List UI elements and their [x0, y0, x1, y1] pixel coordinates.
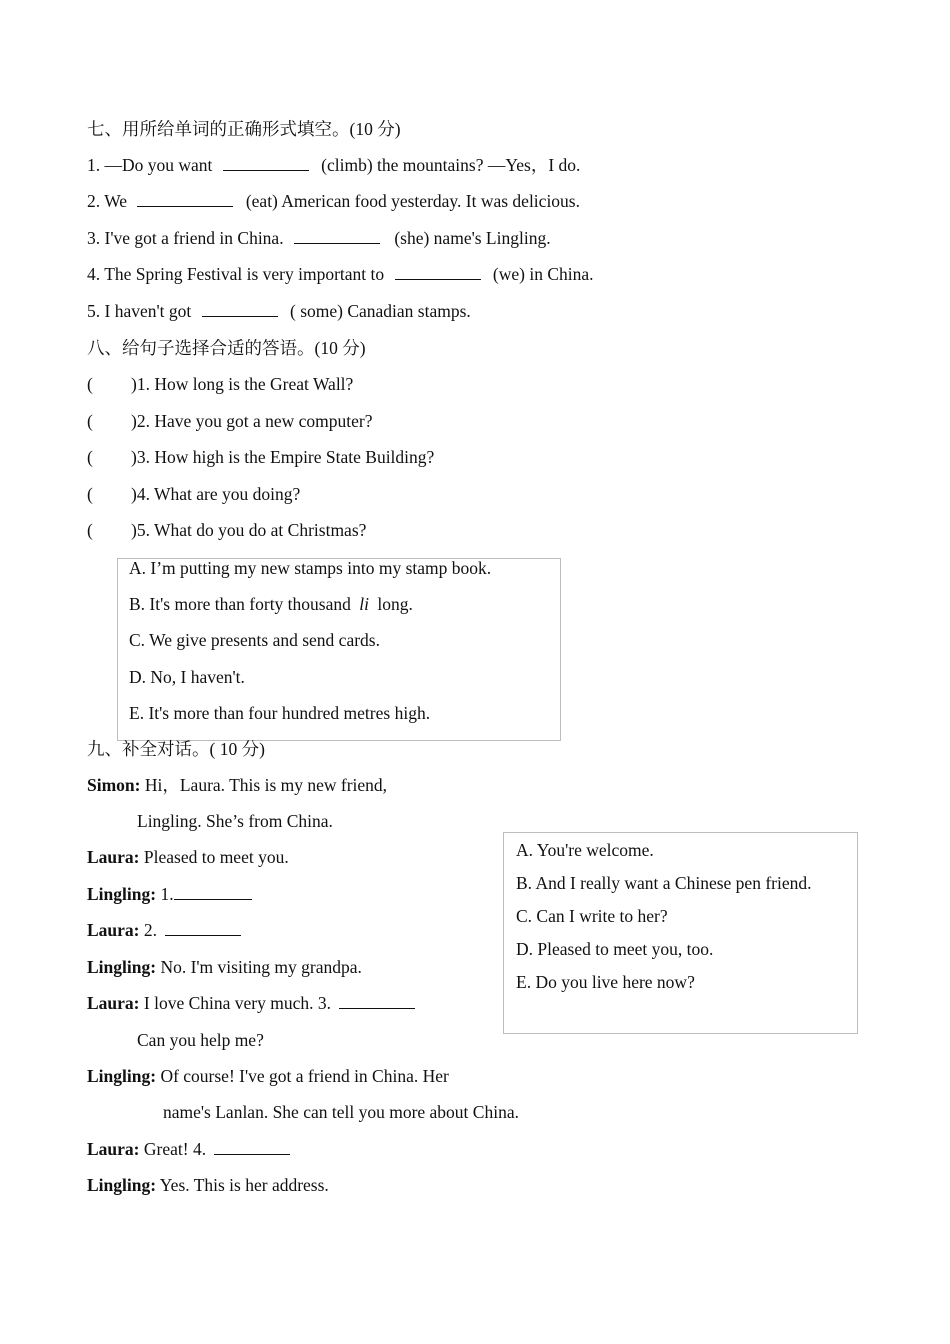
item-number: 2. — [87, 191, 101, 211]
answer-slot[interactable]: ( — [87, 447, 93, 467]
speaker-name: Laura: — [87, 1139, 140, 1159]
option-e: E. It's more than four hundred metres high. — [129, 703, 431, 723]
dialogue-text: Hi，Laura. This is my new friend, — [144, 775, 388, 795]
section-8-question-3 — [87, 446, 434, 468]
answer-blank[interactable] — [202, 301, 278, 317]
option-e: E. Do you live here now? — [516, 972, 695, 992]
dialogue-text: Yes. This is her address. — [159, 1175, 329, 1195]
option-d: D. No, I haven't. — [129, 667, 245, 687]
dialogue-text: Pleased to meet you. — [143, 847, 289, 867]
item-number: 4. — [87, 264, 101, 284]
dialogue-text: Great! 4. — [143, 1139, 207, 1159]
section-7-item-4 — [87, 263, 594, 285]
speaker-name: Lingling: — [87, 957, 157, 977]
dialogue-line-3 — [87, 883, 252, 905]
section-7-title: 七、用所给单词的正确形式填空。(10 分) — [87, 119, 401, 139]
question-text: )3. How high is the Empire State Building? — [131, 447, 435, 467]
option-b — [129, 593, 413, 615]
section-9-options-box — [503, 832, 858, 1034]
answer-slot[interactable]: ( — [87, 484, 93, 504]
option-b: B. And I really want a Chinese pen friend. — [516, 873, 812, 893]
dialogue-text: Of course! I've got a friend in China. Her — [160, 1066, 449, 1086]
item-hint: (eat) American food yesterday. It was delicious. — [245, 191, 580, 211]
answer-blank[interactable] — [294, 228, 380, 244]
section-7-item-5 — [87, 300, 471, 322]
section-7-item-3 — [87, 227, 551, 249]
option-b-end: long. — [377, 594, 413, 614]
answer-slot[interactable]: ( — [87, 374, 93, 394]
answer-blank[interactable] — [339, 993, 415, 1009]
item-prefix: We — [104, 191, 128, 211]
section-8-question-5 — [87, 519, 366, 541]
option-c: C. We give presents and send cards. — [129, 630, 380, 650]
answer-slot[interactable]: ( — [87, 520, 93, 540]
speaker-name: Lingling: — [87, 1175, 157, 1195]
item-hint: (she) name's Lingling. — [394, 228, 551, 248]
item-prefix: The Spring Festival is very important to — [104, 264, 385, 284]
section-8-options-box — [117, 558, 561, 741]
dialogue-text: No. I'm visiting my grandpa. — [160, 957, 362, 977]
dialogue-line-4 — [87, 919, 241, 941]
item-number: 1. — [87, 155, 101, 175]
answer-blank[interactable] — [214, 1139, 290, 1155]
item-prefix: I haven't got — [104, 301, 192, 321]
speaker-name: Laura: — [87, 847, 140, 867]
answer-slot[interactable]: ( — [87, 411, 93, 431]
section-7-item-2 — [87, 190, 580, 212]
speaker-name: Laura: — [87, 993, 140, 1013]
dialogue-line-6 — [87, 992, 415, 1014]
item-hint: (we) in China. — [492, 264, 594, 284]
question-text: )4. What are you doing? — [131, 484, 301, 504]
option-d: D. Pleased to meet you, too. — [516, 939, 714, 959]
dialogue-line-8 — [87, 1138, 290, 1160]
question-text: )5. What do you do at Christmas? — [131, 520, 367, 540]
dialogue-line-2 — [87, 846, 289, 868]
section-8-question-4 — [87, 483, 300, 505]
item-hint: (climb) the mountains? —Yes，I do. — [321, 155, 581, 175]
section-7-item-1 — [87, 154, 580, 176]
dialogue-line-1-continued: Lingling. She’s from China. — [137, 811, 333, 831]
section-9-title: 九、补全对话。( 10 分) — [87, 739, 265, 759]
speaker-name: Lingling: — [87, 1066, 157, 1086]
dialogue-line-7 — [87, 1065, 449, 1087]
dialogue-text: 2. — [143, 920, 157, 940]
option-a: A. You're welcome. — [516, 840, 654, 860]
answer-blank[interactable] — [165, 920, 241, 936]
answer-blank[interactable] — [174, 884, 252, 900]
item-number: 5. — [87, 301, 101, 321]
answer-blank[interactable] — [395, 264, 481, 280]
dialogue-line-1 — [87, 774, 387, 796]
question-text: )1. How long is the Great Wall? — [131, 374, 354, 394]
speaker-name: Laura: — [87, 920, 140, 940]
dialogue-text: 1. — [160, 884, 174, 904]
section-8-question-1 — [87, 373, 353, 395]
option-b-italic-word: li — [359, 594, 369, 614]
item-hint: ( some) Canadian stamps. — [290, 301, 471, 321]
section-8-title: 八、给句子选择合适的答语。(10 分) — [87, 338, 366, 358]
option-a: A. I’m putting my new stamps into my stamp book. — [129, 558, 492, 578]
item-prefix: —Do you want — [104, 155, 213, 175]
speaker-name: Lingling: — [87, 884, 157, 904]
speaker-name: Simon: — [87, 775, 141, 795]
item-number: 3. — [87, 228, 101, 248]
dialogue-line-7-continued: name's Lanlan. She can tell you more about China. — [163, 1102, 519, 1122]
answer-blank[interactable] — [137, 191, 233, 207]
dialogue-text: I love China very much. 3. — [143, 993, 331, 1013]
option-b-text: B. It's more than forty thousand — [129, 594, 351, 614]
question-text: )2. Have you got a new computer? — [131, 411, 373, 431]
option-c: C. Can I write to her? — [516, 906, 668, 926]
dialogue-line-5 — [87, 956, 362, 978]
item-prefix: I've got a friend in China. — [104, 228, 284, 248]
dialogue-line-9 — [87, 1174, 329, 1196]
dialogue-line-6-continued: Can you help me? — [137, 1030, 264, 1050]
answer-blank[interactable] — [223, 155, 309, 171]
section-8-question-2 — [87, 410, 373, 432]
